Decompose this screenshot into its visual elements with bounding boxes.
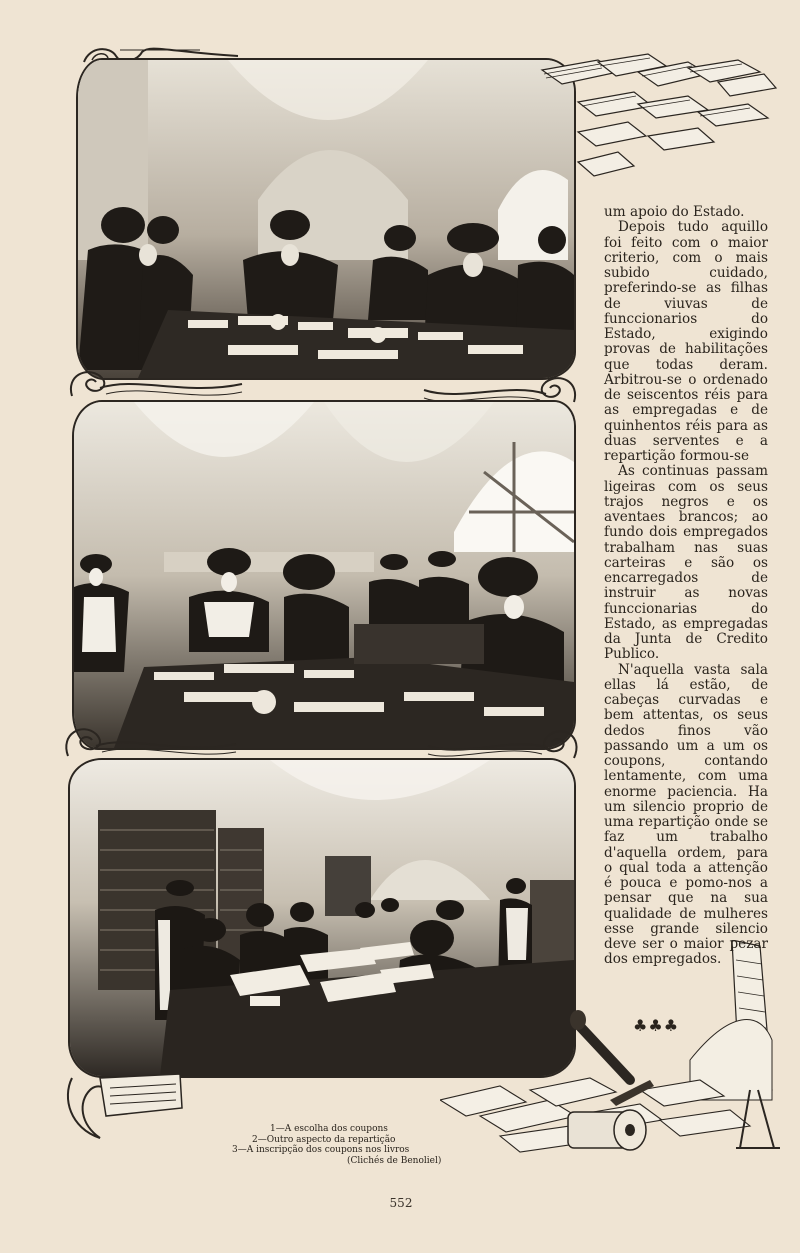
ornament-left-1 bbox=[66, 366, 246, 402]
caption-2: 2—Outro aspecto da repartição bbox=[252, 1134, 396, 1145]
article-paragraph: N'aquella vasta sala ellas lá estão, de cabeças curvadas e bem attentas, os seus dedos finos vão passando um a um os coupons, contando lentamente, com uma enorme paciencia. Ha um silencio proprio de uma repartição onde se faz um trabalho d'aquella ordem, para o qual toda a attenção é pouca e pomo-nos a pensar que na sua qualidade de mulheres esse grande silencio deve ser o maior pezar dos empregados. bbox=[604, 661, 768, 968]
fleuron-ornament: ♣♣♣ bbox=[633, 1016, 680, 1035]
photo-office-view bbox=[72, 400, 576, 750]
photo-credit: (Clichés de Benoliel) bbox=[347, 1155, 442, 1166]
caption-1: 1—A escolha dos coupons bbox=[270, 1124, 388, 1134]
ornament-bottom-left bbox=[60, 1068, 190, 1148]
illustration-coupon-pile-and-roller bbox=[440, 940, 780, 1164]
ornament-left-2 bbox=[60, 720, 240, 762]
article-paragraph: As continuas passam ligeiras com os seus trajos negros e os aventaes brancos; ao fundo dois empregados trabalham nas suas carteiras e são os encarregados de instruir as novas funccionarias do Estado, as empregadas da Junta de Credito Publico. bbox=[604, 463, 768, 663]
caption-3: 3—A inscripção dos coupons nos livros bbox=[232, 1145, 410, 1155]
photo-captions bbox=[232, 1124, 472, 1166]
article-paragraph: Depois tudo aquillo foi feito com o maior criterio, com o mais subido cuidado, preferindo-se as filhas de viuvas de funccionarios do Estado, exigindo provas de habilitações que todas deram. Arbitrou-se o ordenado de seiscentos réis para as empregadas e de quinhentos réis para as duas serventes e a repartição formou-se bbox=[604, 219, 768, 464]
illustration-paper-stacks-top bbox=[538, 52, 778, 196]
article-paragraph: um apoio do Estado. bbox=[604, 204, 745, 220]
article-body bbox=[604, 205, 768, 968]
photo-coupon-sorting bbox=[76, 58, 576, 380]
page-number: 552 bbox=[389, 1196, 413, 1210]
